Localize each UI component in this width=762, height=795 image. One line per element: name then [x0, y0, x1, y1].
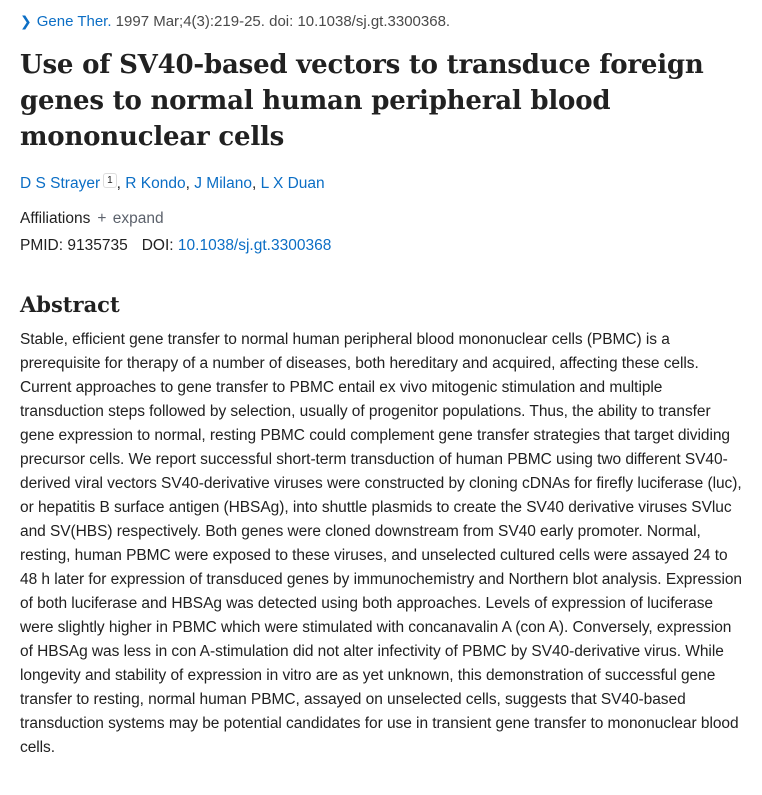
citation-line [20, 11, 742, 31]
abstract-heading: Abstract [20, 292, 120, 317]
author-link[interactable]: D S Strayer [20, 175, 101, 192]
plus-icon[interactable]: + [97, 210, 107, 227]
citation-details: 1997 Mar;4(3):219-25. doi: 10.1038/sj.gt.3300368. [111, 13, 451, 30]
identifiers-row [20, 235, 742, 257]
doi-label: DOI: [141, 237, 174, 254]
abstract-text: Stable, efficient gene transfer to normal human peripheral blood mononuclear cells (PBMC) is a prerequisite for therapy of a number of diseases, both hereditary and acquired, affecting these cells. Current approaches to gene transfer to PBMC entail ex vivo mitogenic stimulation and multiple transduction steps followed by selection, usually of progenitor populations. Thus, the ability to transfer gene expression to normal, resting PBMC could complement gene transfer strategies that target dividing precursor cells. We report successful short-term transduction of human PBMC using two different SV40-derived viral vectors SV40-derivative viruses were constructed by cloning cDNAs for firefly luciferase (luc), or hepatitis B surface antigen (HBSAg), into shuttle plasmids to create the SV40 derivative viruses SVluc and SV(HBS) respectively. Both genes were cloned downstream from SV40 early promoter. Normal, resting, human PBMC were exposed to these viruses, and unselected cultured cells were assayed 24 to 48 h later for expression of transduced genes by immunochemistry and Northern blot analysis. Expression of both luciferase and HBSAg was detected using both approaches. Levels of expression of luciferase were slightly higher in PBMC which were stimulated with concanavalin A (con A). Conversely, expression of HBSAg was less in con A-stimulation did not alter infectivity of PBMC by SV40-derivative virus. While longevity and stability of expression in vitro are as yet unknown, this demonstration of successful gene transfer to resting, normal human PBMC, assayed on unselected cells, suggests that SV40-based transduction systems may be potential candidates for use in transient gene transfer to mononuclear blood cells. [20, 331, 742, 756]
author-link[interactable]: J Milano [194, 175, 252, 192]
affiliations-label: Affiliations [20, 210, 91, 227]
expand-link[interactable]: expand [112, 210, 164, 227]
journal-link[interactable]: Gene Ther. [36, 13, 112, 30]
affiliations-toggle[interactable] [20, 208, 742, 230]
doi-link[interactable]: 10.1038/sj.gt.3300368 [177, 237, 332, 254]
authors-list: D S Strayer 1 , R Kondo, J Milano, L X Duan [20, 175, 325, 192]
pmid-label: PMID: [20, 237, 64, 254]
author-link[interactable]: L X Duan [260, 175, 325, 192]
pmid-value: 9135735 [67, 237, 128, 254]
chevron-right-icon[interactable]: ❯ [20, 13, 32, 29]
author-link[interactable]: R Kondo [125, 175, 186, 192]
affiliation-number-badge[interactable]: 1 [103, 173, 117, 188]
article-title: Use of SV40-based vectors to transduce foreign genes to normal human peripheral blood mononuclear cells [20, 50, 704, 152]
